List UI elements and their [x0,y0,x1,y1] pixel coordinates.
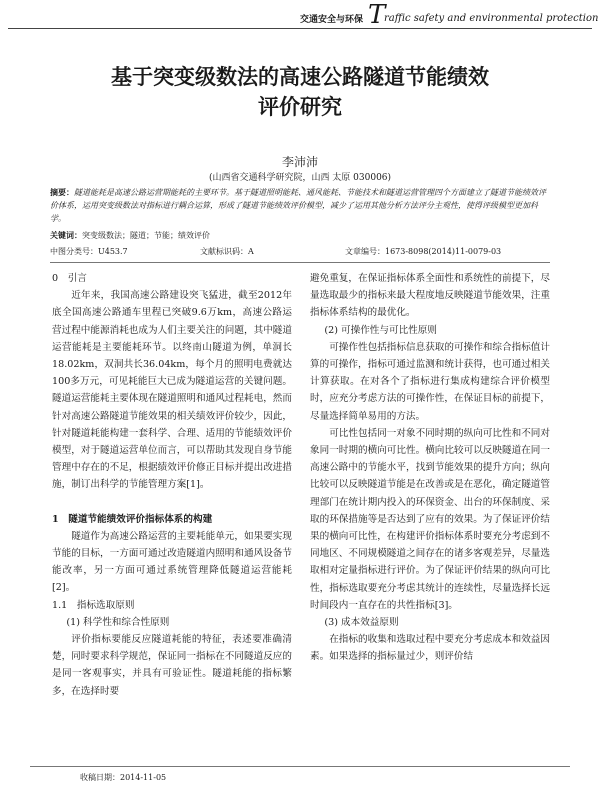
principle-3-paragraph: 在指标的收集和选取过程中要充分考虑成本和效益因素。如果选择的指标量过少，则评价结 [310,634,550,663]
meta-rule [50,262,550,263]
article-number: 文章编号：1673-8098(2014)11-0079-03 [345,247,502,256]
continued-paragraph: 避免重复，在保证指标体系全面性和系统性的前提下，尽量选取最少的指标来最大程度地反映隧道节能效果，注重指标体系结构的最优化。 [310,273,550,319]
right-column [310,270,550,666]
principle-3-heading: (3) 成本效益原则 [324,617,399,629]
paper-title [0,62,600,122]
principle-2-paragraph-1: 可操作性包括指标信息获取的可操作和综合指标值计算的可操作，指标可通过监测和统计获得，也可通过相关计算获取。在对各个了指标进行集成构建综合评价模型时，应充分考虑方法的可操作性，在保证目标的前提下，尽量选择简单易用的方法。 [310,341,550,422]
journal-logo-initial: T [368,0,386,30]
abstract-text: 隧道能耗是高速公路运营期能耗的主要环节。基于隧道照明能耗、通风能耗、节能技术和隧道运营管理四个方面建立了隧道节能绩效评价体系，运用突变级数法对指标进行耦合运算，形成了隧道节能绩效评价模型，减少了运用其他分析方法评分主观性，使得评级模型更加科学。 [50,188,546,223]
header-rule [8,28,592,29]
principle-2-paragraph-2: 可比性包括同一对象不同时期的纵向可比性和不同对象同一时期的横向可比性。横向比较可以反映隧道在同一高速公路中的节能水平，找到节能效果的提升方向；纵向比较可以反映隧道节能是在改善或是在恶化，确定隧道管理部门在统计期内投入的环保资金、出台的环保制度、采取的环保措施等是否达到了应有的效果。为了保证评价结果的横向可比性，在构建评价指标体系时要充分考虑到不同地区、不同规模隧道之间存在的诸多客观差异，尽量选取相对定量指标进行评价。为了保证评价结果的纵向可比性，指标选取要充分考虑其统计的连续性，尽量选择长远时间段内一直存在的共性指标[3]。 [310,427,550,611]
clc-number: 中图分类号：U453.7 [50,247,128,256]
principle-2-heading: (2) 可操作性与可比性原则 [324,324,437,336]
header-section: 交通安全与环保 [300,15,364,25]
keywords [50,230,550,241]
principle-1-paragraph: 评价指标要能反应隧道耗能的特征，表述要准确清楚，同时要求科学规范，保证同一指标在不同隧道反应的是同一客观事实，并具有可验证性。隧道耗能的指标繁多，在选择时要 [52,634,292,697]
abstract-label: 摘要： [50,187,74,197]
section-1-1-heading: 1.1 指标选取原则 [52,599,135,611]
footer-rule [30,766,570,767]
title-line-2: 评价研究 [258,95,342,119]
received-date: 收稿日期：2014-11-05 [80,773,167,782]
keywords-label: 关键词： [50,230,82,240]
keywords-text: 突变级数法；隧道；节能；绩效评价 [82,231,210,240]
abstract [50,186,550,225]
journal-name: raffic safety and environmental protection [384,13,599,24]
document-code: 文献标识码：A [200,247,254,256]
affiliation: (山西省交通科学研究院，山西 太原 030006) [208,173,392,183]
section-0-heading: 0 引言 [52,273,87,284]
section-0-paragraph: 近年来，我国高速公路建设突飞猛进，截至2012年底全国高速公路通车里程已突破9.6万km，高速公路运营过程中能源消耗也成为人们主要关注的问题，其中隧道运营能耗是主要能耗环节。以终南山隧道为例，单洞长18.02km，双洞共长36.04km，每个月的照明电费就达100多万元，可见耗能巨大已成为隧道运营的关键问题。隧道运营能耗主要体现在隧道照明和通风过程耗电，然而针对高速公路隧道节能效果的相关绩效评价较少，因此，针对隧道耗能构建一套科学、合理、适用的节能绩效评价模型，对于隧道运营单位而言，可以帮助其发现自身节能管理中存在的不足，根据绩效评价修正目标并提出改进措施，制订出科学的节能管理方案[1]。 [52,290,292,491]
left-column [52,270,292,700]
author: 李沛沛 [281,155,318,169]
title-line-1: 基于突变级数法的高速公路隧道节能绩效 [111,65,489,89]
principle-1-heading: (1) 科学性和综合性原则 [66,616,170,628]
section-1-heading: 1 隧道节能绩效评价指标体系的构建 [52,513,213,525]
section-1-paragraph: 隧道作为高速公路运营的主要耗能单元，如果要实现节能的目标，一方面可通过改造隧道内照明和通风设备节能改率，另一方面可通过系统管理降低隧道运营能耗[2]。 [52,530,292,594]
running-header [300,0,599,30]
